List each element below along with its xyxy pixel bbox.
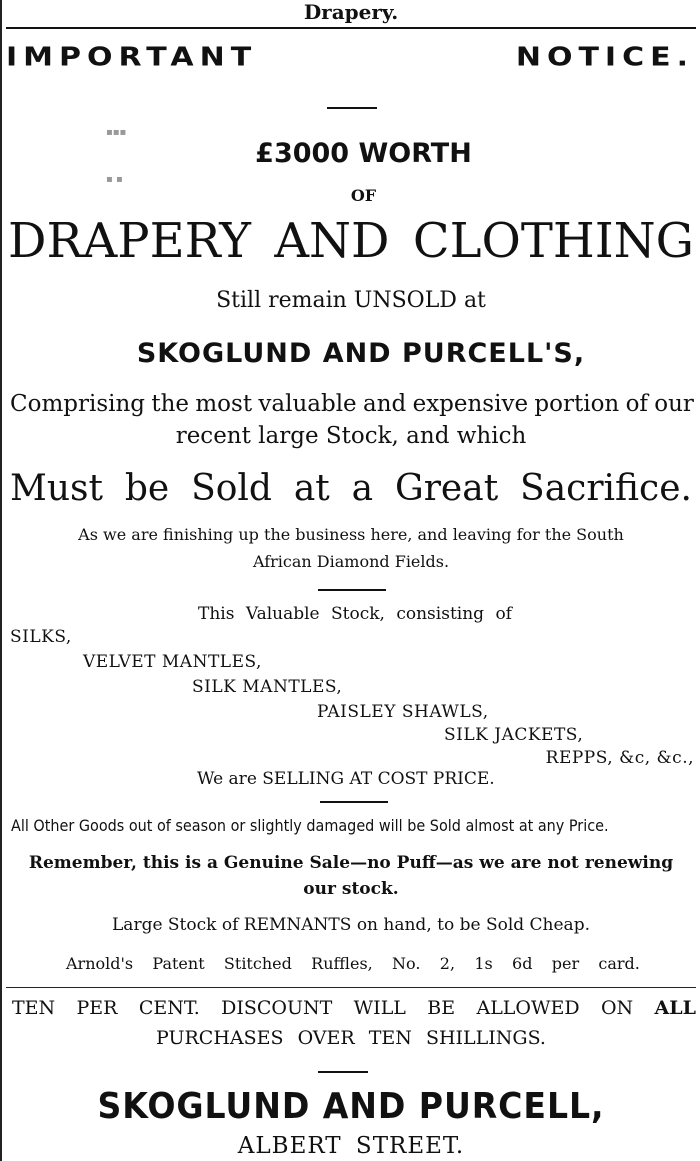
word: most xyxy=(195,391,253,417)
word: at xyxy=(293,468,330,509)
firm-name-bottom: SKOGLUND AND PURCELL, xyxy=(97,1086,605,1127)
print-smudge: ▪ ▪ xyxy=(106,174,123,185)
word: Stitched xyxy=(223,954,292,973)
word: and xyxy=(363,391,407,417)
divider-thin xyxy=(6,987,696,988)
print-smudge: ▪▪▪ xyxy=(106,127,127,138)
word: ALLOWED xyxy=(476,997,580,1019)
word: Arnold's xyxy=(66,954,134,973)
unsold-line: Still remain UNSOLD at xyxy=(216,288,486,313)
word: of xyxy=(625,391,648,417)
remember-line-2: our stock. xyxy=(303,879,399,899)
word: 6d xyxy=(512,954,533,973)
finishing-line-1: As we are finishing up the business here, and leaving for the South xyxy=(78,525,624,544)
divider xyxy=(327,107,377,109)
word: Ruffles, xyxy=(311,954,373,973)
word: PER xyxy=(76,997,118,1019)
word: Must xyxy=(10,468,103,509)
stock-item: SILKS, xyxy=(10,627,72,647)
stock-intro: This Valuable Stock, consisting of xyxy=(198,604,512,624)
word: Comprising xyxy=(10,391,146,417)
ruffles-line xyxy=(66,954,640,973)
word: expensive xyxy=(412,391,529,417)
stock-item: SILK MANTLES, xyxy=(192,677,343,697)
word: be xyxy=(124,468,170,509)
section-heading: Drapery. xyxy=(303,0,399,24)
amount-heading: £3000 WORTH xyxy=(255,138,472,169)
word: TEN xyxy=(12,997,56,1019)
word: per xyxy=(551,954,580,973)
word: WILL xyxy=(353,997,406,1019)
comprising-line-2: recent large Stock, and which xyxy=(175,423,527,449)
top-rule xyxy=(6,27,696,29)
stock-item: SILK JACKETS, xyxy=(444,725,584,745)
of-line: OF xyxy=(350,186,377,205)
word: a xyxy=(351,468,374,509)
word: CENT. xyxy=(138,997,200,1019)
word: Great xyxy=(394,468,499,509)
firm-name-top: SKOGLUND AND PURCELL'S, xyxy=(136,338,586,369)
street-address: ALBERT STREET. xyxy=(237,1133,465,1159)
remember-line-1: Remember, this is a Genuine Sale—no Puff—as we are not renewing xyxy=(28,853,674,873)
word: ON xyxy=(600,997,634,1019)
stock-item: VELVET MANTLES, xyxy=(83,652,262,672)
word: portion xyxy=(534,391,620,417)
word: BE xyxy=(427,997,456,1019)
word: ALL xyxy=(654,997,696,1019)
remnants-line: Large Stock of REMNANTS on hand, to be Sold Cheap. xyxy=(112,915,590,935)
word: the xyxy=(151,391,190,417)
finishing-line-2: African Diamond Fields. xyxy=(252,552,450,571)
word: Sacrifice. xyxy=(520,468,692,509)
word: Patent xyxy=(152,954,205,973)
stock-item: REPPS, &c, &c., xyxy=(545,748,694,768)
sacrifice-headline xyxy=(10,468,692,509)
divider xyxy=(318,589,386,591)
word: DISCOUNT xyxy=(221,997,333,1019)
headline-word: DRAPERY xyxy=(8,213,251,269)
drapery-clothing-headline xyxy=(8,213,694,269)
notice-word-notice: NOTICE. xyxy=(515,42,694,73)
word: 1s xyxy=(474,954,493,973)
word: No. xyxy=(392,954,421,973)
notice-word-important: IMPORTANT xyxy=(6,42,258,73)
discount-line-1 xyxy=(12,997,696,1019)
discount-line-2: PURCHASES OVER TEN SHILLINGS. xyxy=(156,1027,546,1049)
divider xyxy=(318,1071,368,1073)
stock-item: PAISLEY SHAWLS, xyxy=(317,702,489,722)
word: card. xyxy=(598,954,640,973)
headline-word: AND xyxy=(274,213,390,269)
headline-word: CLOTHING xyxy=(412,213,694,269)
comprising-line-1 xyxy=(10,391,694,417)
other-goods-line: All Other Goods out of season or slightly damaged will be Sold almost at any Price. xyxy=(11,816,609,835)
word: 2, xyxy=(439,954,456,973)
cost-price-line: We are SELLING AT COST PRICE. xyxy=(197,769,495,789)
divider xyxy=(320,801,388,803)
word: valuable xyxy=(258,391,357,417)
word: our xyxy=(654,391,694,417)
word: Sold xyxy=(191,468,272,509)
